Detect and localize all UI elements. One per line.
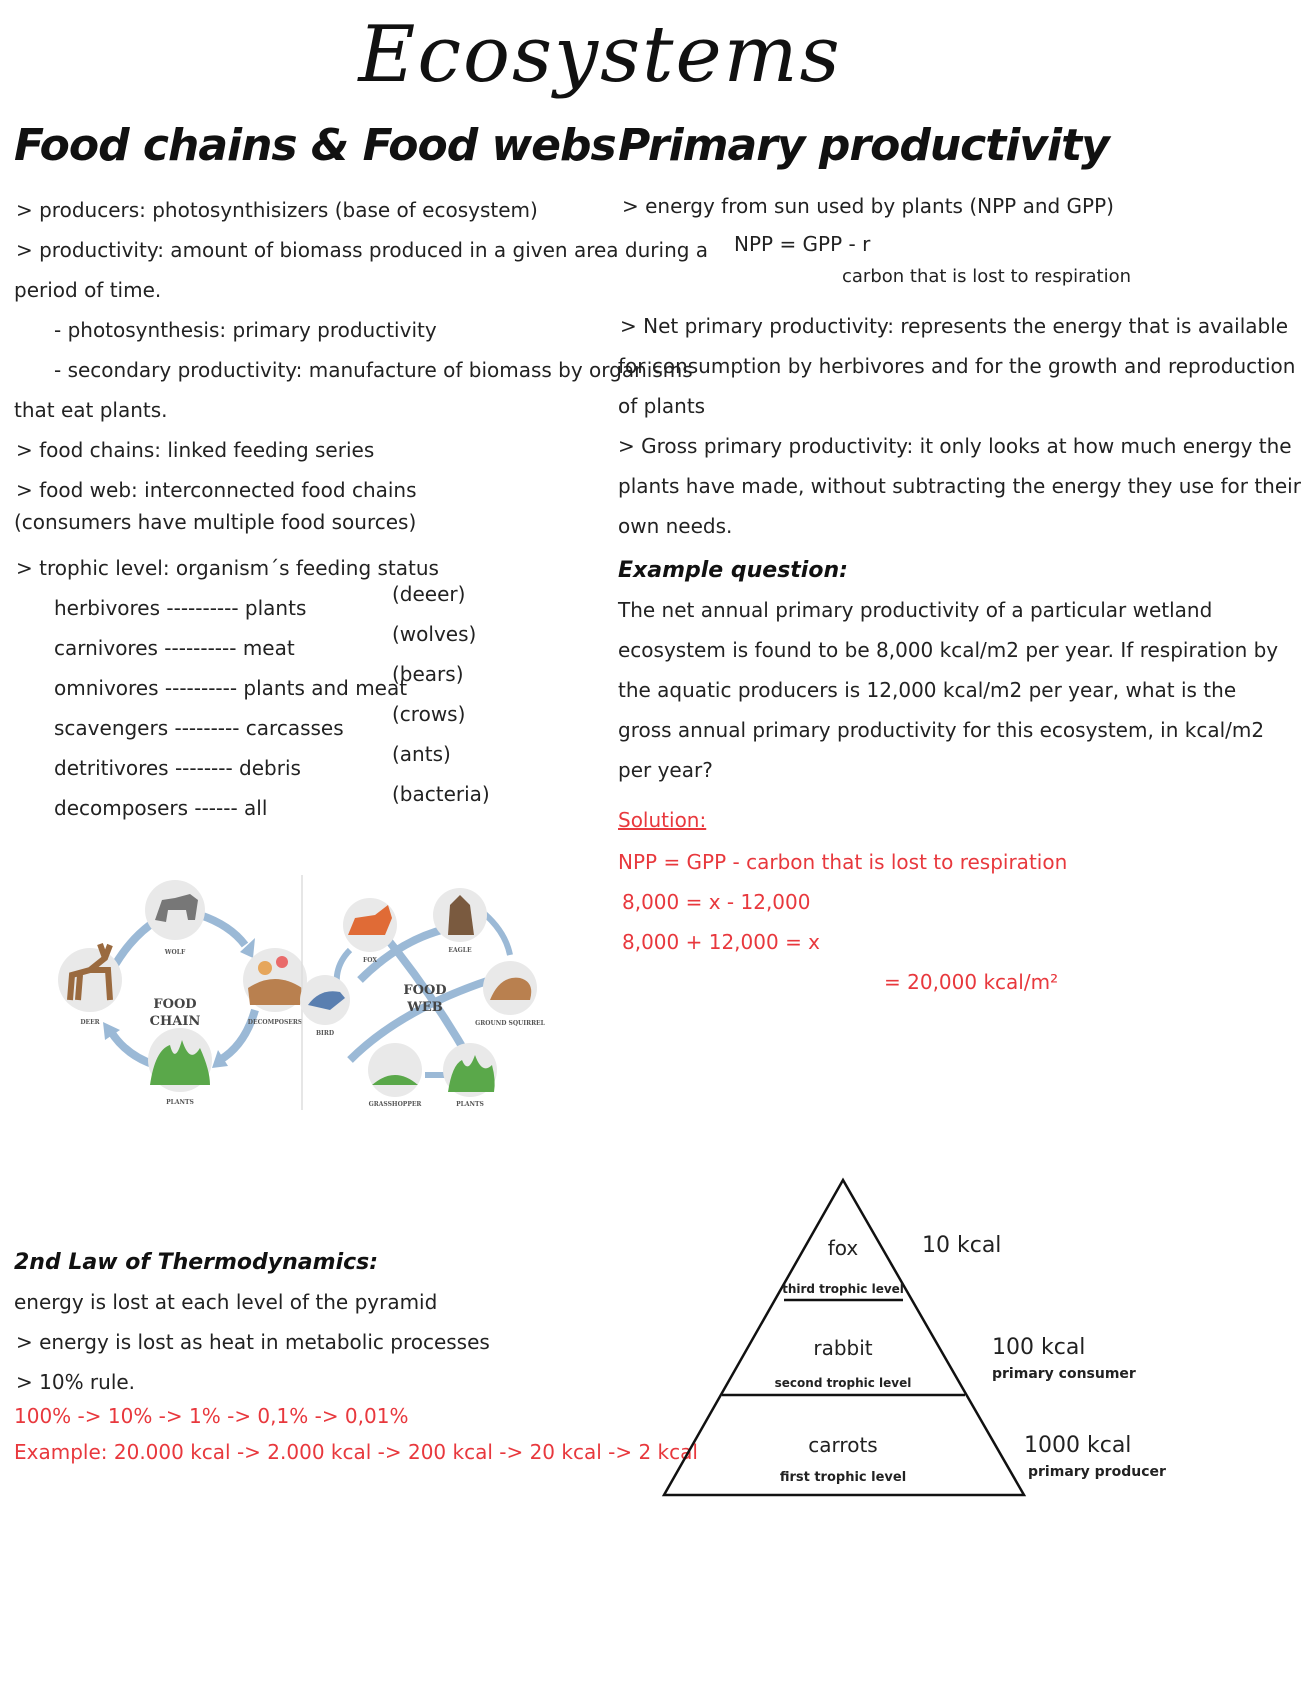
thermo-line: energy is lost at each level of the pyramid: [14, 1290, 438, 1314]
chain-title-2: CHAIN: [149, 1014, 201, 1029]
solution-label: Solution:: [618, 808, 707, 832]
solution-line: NPP = GPP - carbon that is lost to respiration: [618, 850, 1068, 874]
formula-note: carbon that is lost to respiration: [842, 266, 1132, 287]
pyramid-energy: 100 kcal: [992, 1335, 1086, 1360]
pyramid-level-name: fox: [827, 1236, 859, 1260]
left-line-8: (consumers have multiple food sources): [14, 510, 417, 534]
mushroom-icon: [258, 961, 272, 975]
left-line-1: > productivity: amount of biomass produced in a given area during a: [16, 238, 709, 262]
question-line: ecosystem is found to be 8,000 kcal/m2 per year. If respiration by: [618, 638, 1279, 662]
left-line-6: > food chains: linked feeding series: [16, 438, 375, 462]
question-line: the aquatic producers is 12,000 kcal/m2 per year, what is the: [618, 678, 1237, 702]
trophic-example: (wolves): [392, 622, 477, 646]
grasshopper-label: GRASSHOPPER: [368, 1101, 422, 1108]
web-title-2: WEB: [407, 1000, 443, 1015]
gpp-line: own needs.: [618, 514, 733, 538]
food-chain-diagram: [58, 880, 307, 1106]
food-chain-web-figure: [50, 870, 560, 1120]
trophic-label: omnivores ---------- plants and meat: [54, 676, 408, 700]
web-title-1: FOOD: [403, 983, 447, 998]
food-chains-heading: Food chains & Food webs: [14, 120, 616, 171]
squirrel-label: GROUND SQUIRREL: [475, 1020, 545, 1027]
pyramid-level-name: carrots: [808, 1433, 878, 1457]
chain-arrow: [115, 925, 150, 965]
right-line-1: > energy from sun used by plants (NPP and GPP): [622, 194, 1114, 218]
plants-label: PLANTS: [166, 1099, 194, 1106]
deer-label: DEER: [80, 1019, 100, 1026]
solution-line: 8,000 = x - 12,000: [622, 890, 811, 914]
left-line-0: > producers: photosynthisizers (base of ecosystem): [16, 198, 538, 222]
pyramid-energy: 10 kcal: [922, 1233, 1002, 1258]
left-line-4: - secondary productivity: manufacture of biomass by organisms: [54, 358, 693, 382]
page-title: Ecosystems: [358, 10, 842, 100]
example-heading: Example question:: [618, 558, 848, 583]
wolf-label: WOLF: [164, 949, 186, 956]
npp-line: for consumption by herbivores and for the growth and reproduction: [618, 354, 1296, 378]
energy-pyramid: [660, 1175, 1030, 1500]
percent-line: 100% -> 10% -> 1% -> 0,1% -> 0,01%: [14, 1404, 409, 1428]
web-plants-label: PLANTS: [456, 1101, 484, 1108]
trophic-label: herbivores ---------- plants: [54, 596, 307, 620]
solution-line: 8,000 + 12,000 = x: [622, 930, 821, 954]
trophic-example: (ants): [392, 742, 451, 766]
npp-formula: NPP = GPP - r: [734, 232, 871, 256]
trophic-label: detritivores -------- debris: [54, 756, 301, 780]
deer-node: [58, 948, 122, 1012]
left-line-2: period of time.: [14, 278, 162, 302]
chain-title-1: FOOD: [153, 997, 197, 1012]
left-line-3: - photosynthesis: primary productivity: [54, 318, 437, 342]
question-line: gross annual primary productivity for this ecosystem, in kcal/m2: [618, 718, 1265, 742]
eagle-label: EAGLE: [448, 947, 472, 954]
trophic-label: carnivores ---------- meat: [54, 636, 295, 660]
trophic-example: (deeer): [392, 582, 466, 606]
thermo-line: > energy is lost as heat in metabolic processes: [16, 1330, 490, 1354]
npp-line: > Net primary productivity: represents the energy that is available: [620, 314, 1289, 338]
energy-example-line: Example: 20.000 kcal -> 2.000 kcal -> 200 kcal -> 20 kcal -> 2 kcal: [14, 1440, 698, 1464]
trophic-example: (bears): [392, 662, 464, 686]
bird-label: BIRD: [315, 1030, 335, 1037]
pyramid-level-label: second trophic level: [774, 1376, 912, 1390]
pyramid-level-label: first trophic level: [779, 1470, 907, 1485]
solution-answer: = 20,000 kcal/m²: [884, 970, 1059, 994]
chain-arrow: [220, 1010, 255, 1060]
trophic-label: decomposers ------ all: [54, 796, 268, 820]
trophic-intro: > trophic level: organism´s feeding status: [16, 556, 439, 580]
npp-line: of plants: [618, 394, 706, 418]
thermo-line: > 10% rule.: [16, 1370, 136, 1394]
pyramid-level-name: rabbit: [813, 1336, 873, 1360]
decomposers-label: DECOMPOSERS: [247, 1019, 303, 1026]
trophic-example: (bacteria): [392, 782, 490, 806]
chain-arrow: [200, 915, 245, 945]
pyramid-energy: 1000 kcal: [1024, 1433, 1132, 1458]
left-line-7: > food web: interconnected food chains: [16, 478, 417, 502]
flower-icon: [276, 956, 288, 968]
grasshopper-node: [368, 1043, 422, 1097]
pyramid-level-label: third trophic level: [782, 1282, 904, 1296]
question-line: per year?: [618, 758, 713, 782]
left-line-5: that eat plants.: [14, 398, 168, 422]
pyramid-role: primary consumer: [992, 1366, 1136, 1382]
pyramid-role: primary producer: [1028, 1464, 1166, 1480]
food-web-diagram: [300, 888, 546, 1108]
trophic-example: (crows): [392, 702, 466, 726]
fox-label: FOX: [362, 957, 378, 964]
gpp-line: plants have made, without subtracting the energy they use for their: [618, 474, 1301, 498]
gpp-line: > Gross primary productivity: it only looks at how much energy the: [618, 434, 1292, 458]
primary-productivity-heading: Primary productivity: [618, 120, 1109, 171]
thermo-heading: 2nd Law of Thermodynamics:: [14, 1250, 379, 1275]
question-line: The net annual primary productivity of a particular wetland: [618, 598, 1213, 622]
trophic-label: scavengers --------- carcasses: [54, 716, 344, 740]
